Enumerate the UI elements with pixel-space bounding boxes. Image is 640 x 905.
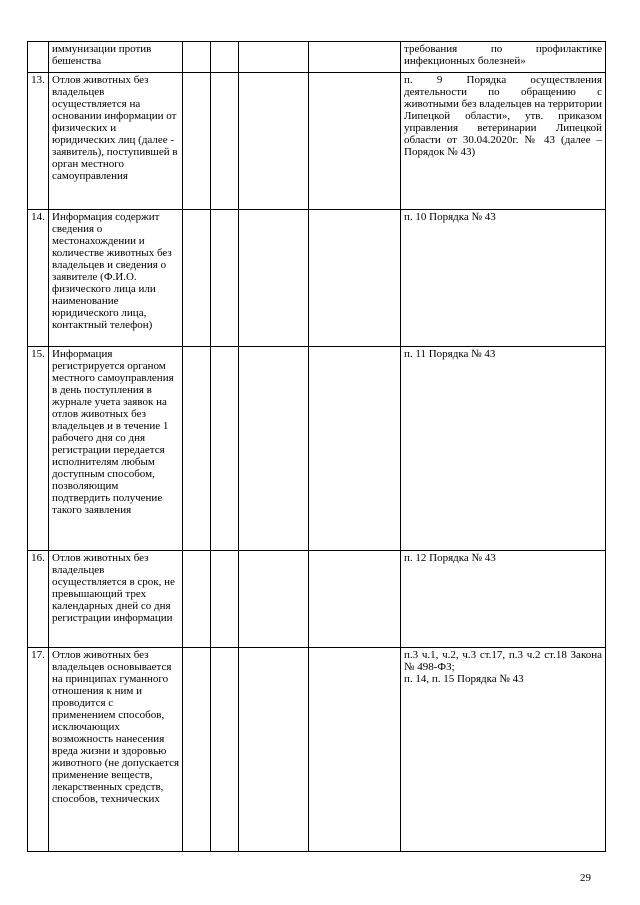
- legal-source-cell: п. 9 Порядка осуществления деятельности по обращению с животными без владельцев на территории Липецкой области», утв. приказом управления ветеринарии Липецкой области от 30.04.2020г. № 43 (далее – Порядок № 43): [401, 73, 606, 210]
- empty-cell: [211, 42, 239, 73]
- empty-cell: [239, 73, 309, 210]
- empty-cell: [239, 210, 309, 347]
- table-row: [28, 73, 606, 210]
- table-row: [28, 210, 606, 347]
- empty-cell: [183, 551, 211, 648]
- empty-cell: [211, 347, 239, 551]
- legal-source-cell: п. 12 Порядка № 43: [401, 551, 606, 648]
- legal-source-cell: п. 11 Порядка № 43: [401, 347, 606, 551]
- requirement-cell: Информация регистрируется органом местного самоуправления в день поступления в журнале учета заявок на отлов животных без владельцев и в течение 1 рабочего дня со дня регистрации передается исполнителям любым доступным способом, позволяющим подтвердить получение такого заявления: [49, 347, 183, 551]
- empty-cell: [239, 42, 309, 73]
- empty-cell: [183, 73, 211, 210]
- empty-cell: [211, 73, 239, 210]
- table-row: [28, 551, 606, 648]
- empty-cell: [239, 347, 309, 551]
- table-row: [28, 648, 606, 852]
- table-row: [28, 42, 606, 73]
- page-number: 29: [580, 872, 591, 884]
- empty-cell: [183, 648, 211, 852]
- requirement-cell: Информация содержит сведения о местонахождении и количестве животных без владельцев и сведения о заявителе (Ф.И.О. физического лица или наименование юридического лица, контактный телефон): [49, 210, 183, 347]
- requirements-table: [27, 41, 606, 852]
- empty-cell: [309, 551, 401, 648]
- table-row: [28, 347, 606, 551]
- empty-cell: [309, 42, 401, 73]
- empty-cell: [211, 648, 239, 852]
- row-number: 13.: [28, 73, 49, 210]
- legal-source-cell: требования по профилактике инфекционных болезней»: [401, 42, 606, 73]
- legal-source-cell: п. 10 Порядка № 43: [401, 210, 606, 347]
- empty-cell: [211, 210, 239, 347]
- empty-cell: [211, 551, 239, 648]
- requirement-cell: иммунизации против бешенства: [49, 42, 183, 73]
- empty-cell: [239, 551, 309, 648]
- empty-cell: [183, 42, 211, 73]
- empty-cell: [239, 648, 309, 852]
- row-number: 14.: [28, 210, 49, 347]
- empty-cell: [309, 648, 401, 852]
- empty-cell: [309, 73, 401, 210]
- row-number: 16.: [28, 551, 49, 648]
- requirement-cell: Отлов животных без владельцев осуществляется на основании информации от физических и юридических лиц (далее - заявитель), поступившей в орган местного самоуправления: [49, 73, 183, 210]
- row-number: [28, 42, 49, 73]
- empty-cell: [183, 210, 211, 347]
- requirement-cell: Отлов животных без владельцев осуществляется в срок, не превышающий трех календарных дней со дня регистрации информации: [49, 551, 183, 648]
- requirement-cell: Отлов животных без владельцев основывается на принципах гуманного отношения к ним и проводится с применением способов, исключающих возможность нанесения вреда жизни и здоровью животного (не допускается применение веществ, лекарственных средств, способов, технических: [49, 648, 183, 852]
- row-number: 15.: [28, 347, 49, 551]
- empty-cell: [309, 347, 401, 551]
- empty-cell: [183, 347, 211, 551]
- legal-source-cell: п.3 ч.1, ч.2, ч.3 ст.17, п.3 ч.2 ст.18 Закона № 498-ФЗ; п. 14, п. 15 Порядка № 43: [401, 648, 606, 852]
- row-number: 17.: [28, 648, 49, 852]
- empty-cell: [309, 210, 401, 347]
